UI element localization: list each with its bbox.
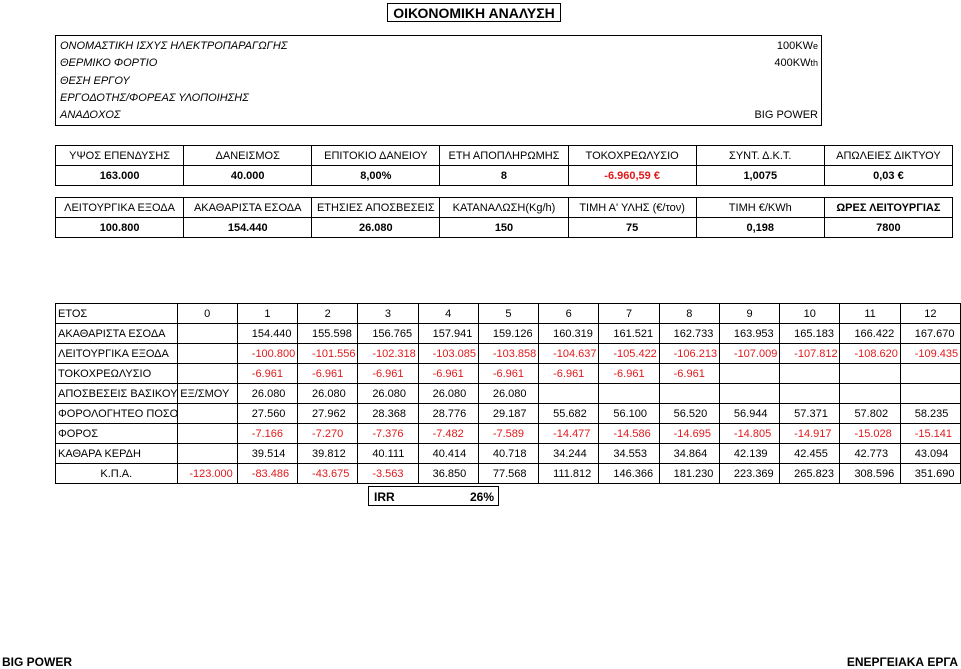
cell: -14.695	[659, 424, 719, 444]
cell: 26.080	[418, 384, 478, 404]
year-label: ΕΤΟΣ	[56, 304, 121, 324]
cell: -14.586	[599, 424, 659, 444]
info-label-contractor: ΑΝΑΔΟΧΟΣ	[60, 109, 121, 121]
params2-value-1: 154.440	[184, 218, 312, 238]
cell	[900, 364, 960, 384]
table-row	[56, 464, 961, 484]
params2-value-0: 100.800	[56, 218, 184, 238]
cell: -6.961	[298, 364, 358, 384]
cell: -108.620	[840, 344, 900, 364]
params2-header-3: ΚΑΤΑΝΑΛΩΣΗ(Kg/h)	[440, 198, 568, 218]
cell: 26.080	[358, 384, 418, 404]
cell: 39.812	[298, 444, 358, 464]
params1-header-3: ΕΤΗ ΑΠΟΠΛΗΡΩΜΗΣ	[440, 146, 568, 166]
thermal-value: 400KWth	[774, 57, 818, 69]
irr-box	[368, 486, 499, 506]
params1-value-2: 8,00%	[312, 166, 440, 186]
cell	[780, 364, 840, 384]
cell: 26.080	[298, 384, 358, 404]
cell: 34.864	[659, 444, 719, 464]
cell: 181.230	[659, 464, 719, 484]
table-row	[56, 424, 961, 444]
cell: 57.802	[840, 404, 900, 424]
year-3: 3	[358, 304, 418, 324]
cell: -6.961	[659, 364, 719, 384]
cell	[177, 444, 237, 464]
row-label: ΑΚΑΘΑΡΙΣΤΑ ΕΣΟΔΑ	[56, 324, 178, 344]
cell: -101.556	[298, 344, 358, 364]
cell: 40.718	[478, 444, 538, 464]
cell: 40.111	[358, 444, 418, 464]
cell: 39.514	[237, 444, 297, 464]
params2-header-1: ΑΚΑΘΑΡΙΣΤΑ ΕΣΟΔΑ	[184, 198, 312, 218]
cell: -100.800	[237, 344, 297, 364]
cell: 26.080	[478, 384, 538, 404]
cell: 57.371	[780, 404, 840, 424]
params2-header-5: ΤΙΜΗ €/KWh	[696, 198, 824, 218]
cell	[780, 384, 840, 404]
cell: 56.944	[719, 404, 779, 424]
cell: 56.520	[659, 404, 719, 424]
cell	[719, 384, 779, 404]
cell: -109.435	[900, 344, 960, 364]
params2-value-6: 7800	[824, 218, 952, 238]
cell: -6.961	[599, 364, 659, 384]
cell: -106.213	[659, 344, 719, 364]
year-2: 2	[298, 304, 358, 324]
cell: -14.805	[719, 424, 779, 444]
info-label-client: ΕΡΓΟΔΟΤΗΣ/ΦΟΡΕΑΣ ΥΛΟΠΟΙΗΣΗΣ	[60, 92, 249, 104]
cell: -7.589	[478, 424, 538, 444]
cell: 43.094	[900, 444, 960, 464]
params2-header-2: ΕΤΗΣΙΕΣ ΑΠΟΣΒΕΣΕΙΣ	[312, 198, 440, 218]
params1-value-5: 1,0075	[696, 166, 824, 186]
cell: 40.414	[418, 444, 478, 464]
cell: -6.961	[418, 364, 478, 384]
footer-department: ΕΝΕΡΓΕΙΑΚΑ ΕΡΓΑ	[846, 655, 958, 669]
cell	[719, 364, 779, 384]
cell	[177, 404, 237, 424]
cell	[177, 424, 237, 444]
cell: 28.776	[418, 404, 478, 424]
table-row	[56, 344, 961, 364]
year-9: 9	[719, 304, 779, 324]
cell: -15.141	[900, 424, 960, 444]
irr-value: 26%	[469, 490, 494, 504]
cell	[840, 384, 900, 404]
params1-value-4: -6.960,59 €	[568, 166, 696, 186]
params1-header-5: ΣΥΝΤ. Δ.Κ.Τ.	[696, 146, 824, 166]
cell: 28.368	[358, 404, 418, 424]
table-row	[56, 324, 961, 344]
row-label: ΛΕΙΤΟΥΡΓΙΚΑ ΕΞΟΔΑ	[56, 344, 178, 364]
year-12: 12	[900, 304, 960, 324]
cell: -6.961	[478, 364, 538, 384]
cell: 27.560	[237, 404, 297, 424]
row-label: ΚΑΘΑΡΑ ΚΕΡΔΗ	[56, 444, 178, 464]
params2-value-3: 150	[440, 218, 568, 238]
cell: 154.440	[237, 324, 297, 344]
cell: 351.690	[900, 464, 960, 484]
label-spacer	[121, 304, 177, 324]
project-info-box	[55, 35, 822, 126]
row-label: Κ.Π.Α.	[56, 464, 178, 484]
cell: -15.028	[840, 424, 900, 444]
year-5: 5	[478, 304, 538, 324]
params1-value-3: 8	[440, 166, 568, 186]
cell	[177, 364, 237, 384]
cell: 42.139	[719, 444, 779, 464]
year-4: 4	[418, 304, 478, 324]
info-label-thermal: ΘΕΡΜΙΚΟ ΦΟΡΤΙΟ	[60, 57, 158, 69]
investment-params-table	[55, 145, 953, 186]
cell: 29.187	[478, 404, 538, 424]
cell: 223.369	[719, 464, 779, 484]
cell: 155.598	[298, 324, 358, 344]
params2-header-0: ΛΕΙΤΟΥΡΓΙΚΑ ΕΞΟΔΑ	[56, 198, 184, 218]
page-title: ΟΙΚΟΝΟΜΙΚΗ ΑΝΑΛΥΣΗ	[387, 3, 561, 22]
params1-value-6: 0,03 €	[824, 166, 952, 186]
cell: 157.941	[418, 324, 478, 344]
cell: -43.675	[298, 464, 358, 484]
cell: -102.318	[358, 344, 418, 364]
cell	[840, 364, 900, 384]
info-label-power: ΟΝΟΜΑΣΤΙΚΗ ΙΣΧΥΣ ΗΛΕΚΤΡΟΠΑΡΑΓΩΓΗΣ	[60, 40, 288, 52]
cell: -7.376	[358, 424, 418, 444]
cashflow-header-row	[56, 304, 961, 324]
cell: 265.823	[780, 464, 840, 484]
year-0: 0	[177, 304, 237, 324]
cell: 167.670	[900, 324, 960, 344]
cell: 56.100	[599, 404, 659, 424]
cell: -6.961	[539, 364, 599, 384]
cell: 58.235	[900, 404, 960, 424]
cell: 159.126	[478, 324, 538, 344]
row-label: ΦΟΡΟΛΟΓΗΤΕΟ ΠΟΣΟ	[56, 404, 178, 424]
contractor-value: BIG POWER	[754, 109, 818, 121]
year-11: 11	[840, 304, 900, 324]
cell: -104.637	[539, 344, 599, 364]
cell: -14.917	[780, 424, 840, 444]
cell: -6.961	[358, 364, 418, 384]
cell: -83.486	[237, 464, 297, 484]
cell: 111.812	[539, 464, 599, 484]
cell: -7.270	[298, 424, 358, 444]
row-label: ΑΠΟΣΒΕΣΕΙΣ ΒΑΣΙΚΟΥ ΕΞ/ΣΜΟΥ	[56, 384, 178, 404]
cell: 156.765	[358, 324, 418, 344]
cell: 146.366	[599, 464, 659, 484]
params2-header-6: ΩΡΕΣ ΛΕΙΤΟΥΡΓΙΑΣ	[824, 198, 952, 218]
year-6: 6	[539, 304, 599, 324]
irr-label: IRR	[374, 490, 395, 504]
row-label: ΦΟΡΟΣ	[56, 424, 178, 444]
cell: 42.773	[840, 444, 900, 464]
cell: -14.477	[539, 424, 599, 444]
cell: 34.244	[539, 444, 599, 464]
table-row	[56, 404, 961, 424]
cell: -107.009	[719, 344, 779, 364]
params1-header-1: ΔΑΝΕΙΣΜΟΣ	[184, 146, 312, 166]
cell: 160.319	[539, 324, 599, 344]
cell: -123.000	[177, 464, 237, 484]
params1-header-6: ΑΠΩΛΕΙΕΣ ΔΙΚΤΥΟΥ	[824, 146, 952, 166]
params2-value-2: 26.080	[312, 218, 440, 238]
params2-value-5: 0,198	[696, 218, 824, 238]
cell	[177, 344, 237, 364]
year-1: 1	[237, 304, 297, 324]
operating-params-table	[55, 197, 953, 238]
cell: 166.422	[840, 324, 900, 344]
cell: 42.455	[780, 444, 840, 464]
cell	[659, 384, 719, 404]
params1-header-4: ΤΟΚΟΧΡΕΩΛΥΣΙΟ	[568, 146, 696, 166]
year-7: 7	[599, 304, 659, 324]
power-value: 100KWe	[776, 40, 818, 52]
params1-header-0: ΥΨΟΣ ΕΠΕΝΔΥΣΗΣ	[56, 146, 184, 166]
cell: 26.080	[237, 384, 297, 404]
cell	[900, 384, 960, 404]
cell: -3.563	[358, 464, 418, 484]
table-row	[56, 444, 961, 464]
cell: 27.962	[298, 404, 358, 424]
cell: -107.812	[780, 344, 840, 364]
cell: -7.166	[237, 424, 297, 444]
cell: -7.482	[418, 424, 478, 444]
cell: 165.183	[780, 324, 840, 344]
cell: 34.553	[599, 444, 659, 464]
cell	[177, 324, 237, 344]
table-row	[56, 364, 961, 384]
cell: 77.568	[478, 464, 538, 484]
cell: -103.858	[478, 344, 538, 364]
cell	[539, 384, 599, 404]
cell: 162.733	[659, 324, 719, 344]
cell: -103.085	[418, 344, 478, 364]
cell: 161.521	[599, 324, 659, 344]
row-label: ΤΟΚΟΧΡΕΩΛΥΣΙΟ	[56, 364, 178, 384]
info-label-site: ΘΕΣΗ ΕΡΓΟΥ	[60, 75, 130, 87]
cashflow-table	[55, 303, 961, 484]
cell: 36.850	[418, 464, 478, 484]
cell: 55.682	[539, 404, 599, 424]
footer-company: BIG POWER	[2, 655, 73, 669]
params2-header-4: ΤΙΜΗ Α' ΥΛΗΣ (€/τον)	[568, 198, 696, 218]
params1-value-0: 163.000	[56, 166, 184, 186]
params1-value-1: 40.000	[184, 166, 312, 186]
cell: 163.953	[719, 324, 779, 344]
cell	[599, 384, 659, 404]
cell: 308.596	[840, 464, 900, 484]
cell: -6.961	[237, 364, 297, 384]
year-10: 10	[780, 304, 840, 324]
year-8: 8	[659, 304, 719, 324]
params1-header-2: ΕΠΙΤΟΚΙΟ ΔΑΝΕΙΟΥ	[312, 146, 440, 166]
params2-value-4: 75	[568, 218, 696, 238]
cell: -105.422	[599, 344, 659, 364]
table-row	[56, 384, 961, 404]
